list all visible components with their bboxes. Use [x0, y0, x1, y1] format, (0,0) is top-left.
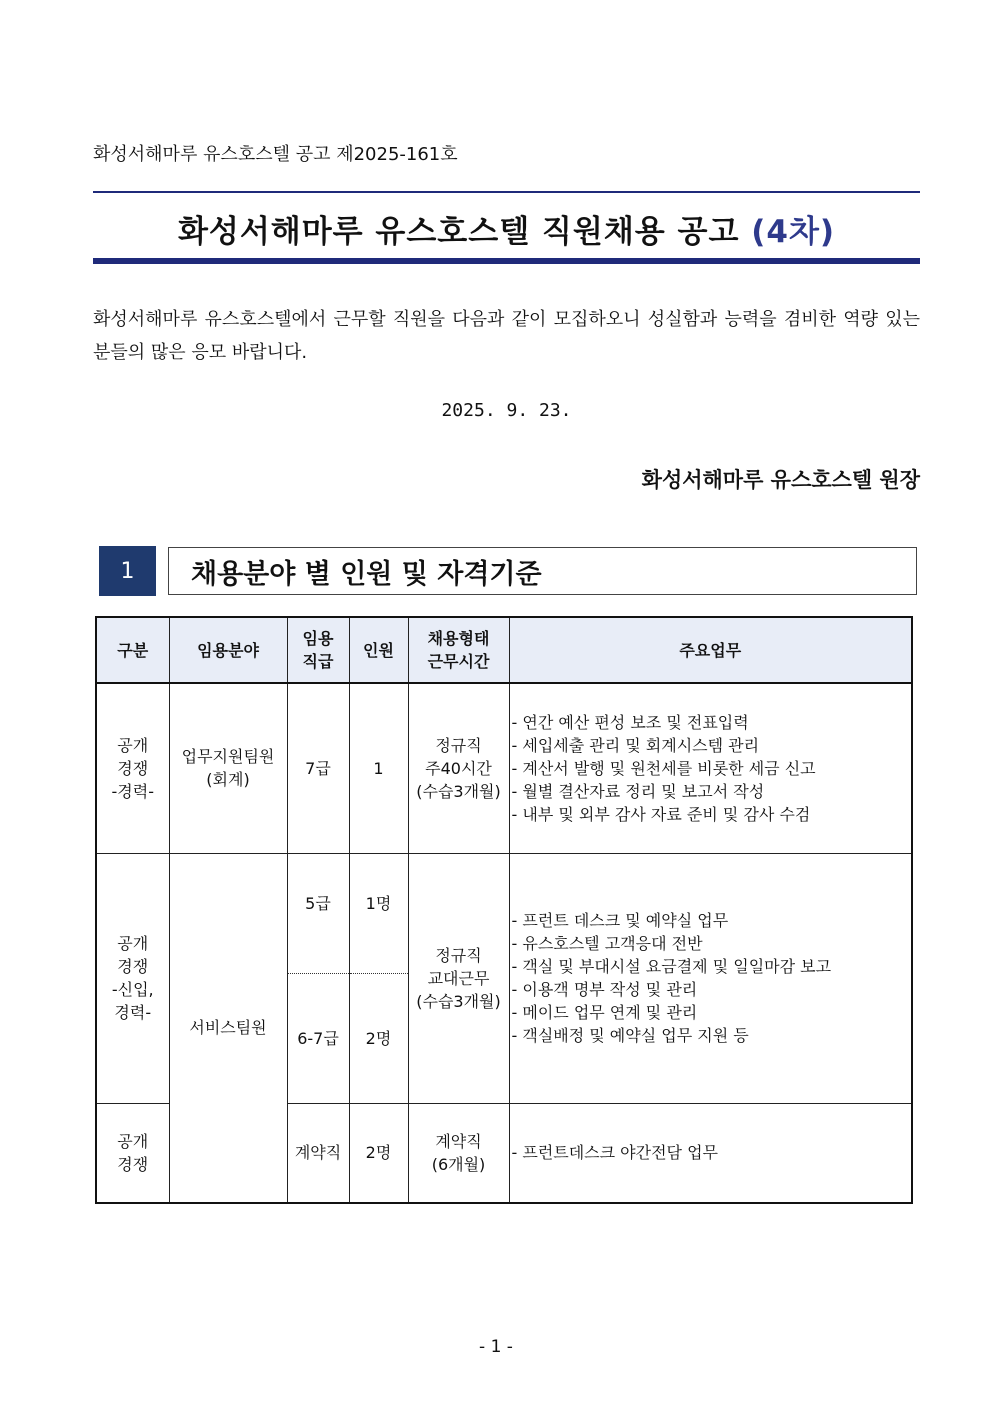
cell-type: 정규직 주40시간 (수습3개월) — [408, 683, 509, 853]
col-header-field: 임용분야 — [169, 617, 287, 683]
cell-grade: 5급 — [287, 853, 349, 973]
section-title-text: 채용분야 별 인원 및 자격기준 — [191, 558, 542, 590]
col-header-grade: 임용 직급 — [287, 617, 349, 683]
recruitment-table — [95, 616, 913, 1204]
cell-count: 2명 — [349, 1103, 408, 1203]
duty-item: - 객실배정 및 예약실 업무 지원 등 — [511, 1026, 749, 1045]
issuer: 화성서해마루 유스호스텔 원장 — [641, 468, 920, 492]
cell-count: 2명 — [349, 973, 408, 1103]
duty-item: - 세입세출 관리 및 회계시스템 관리 — [511, 735, 760, 755]
section-number: 1 — [99, 546, 156, 596]
notice-date: 2025. 9. 23. — [441, 400, 572, 421]
col-header-duties: 주요업무 — [509, 617, 912, 683]
intro-paragraph: 화성서해마루 유스호스텔에서 근무할 직원을 다음과 같이 모집하오니 성실함과 능력을 겸비한 역량 있는 분들의 많은 응모 바랍니다. — [93, 309, 920, 363]
cell-grade: 계약직 — [287, 1103, 349, 1203]
cell-grade: 6-7급 — [287, 973, 349, 1103]
cell-grade: 7급 — [287, 683, 349, 853]
table-row — [96, 853, 912, 973]
page-title — [93, 206, 920, 251]
notice-number: 화성서해마루 유스호스텔 공고 제2025-161호 — [93, 144, 458, 165]
duty-item: - 프런트데스크 야간전담 업무 — [511, 1143, 719, 1163]
duty-item: - 메이드 업무 연계 및 관리 — [511, 1003, 698, 1022]
table-row — [96, 683, 912, 853]
title-round: (4차) — [751, 214, 836, 250]
duty-item: - 내부 및 외부 감사 자료 준비 및 감사 수검 — [511, 804, 811, 824]
cell-category: 공개 경쟁 — [96, 1103, 169, 1203]
cell-field: 서비스팀원 — [169, 853, 287, 1203]
table-header-row — [96, 617, 912, 683]
duty-item: - 유스호스텔 고객응대 전반 — [511, 934, 703, 953]
title-main: 화성서해마루 유스호스텔 직원채용 공고 — [177, 214, 752, 250]
title-bottom-rule — [93, 258, 920, 264]
cell-count: 1 — [349, 683, 408, 853]
duty-item: - 이용객 명부 작성 및 관리 — [511, 980, 698, 999]
col-header-type: 채용형태 근무시간 — [408, 617, 509, 683]
cell-field: 업무지원팀원 (회계) — [169, 683, 287, 853]
duty-item: - 월별 결산자료 정리 및 보고서 작성 — [511, 781, 765, 801]
cell-category: 공개 경쟁 -신입, 경력- — [96, 853, 169, 1103]
cell-duties — [509, 683, 912, 853]
duty-item: - 객실 및 부대시설 요금결제 및 일일마감 보고 — [511, 957, 832, 976]
duty-item: - 연간 예산 편성 보조 및 전표입력 — [511, 712, 749, 732]
cell-type: 정규직 교대근무 (수습3개월) — [408, 853, 509, 1103]
col-header-count: 인원 — [349, 617, 408, 683]
title-top-rule — [93, 191, 920, 193]
cell-count: 1명 — [349, 853, 408, 973]
cell-duties — [509, 1103, 912, 1203]
section-title — [168, 547, 917, 595]
duty-item: - 계산서 발행 및 원천세를 비롯한 세금 신고 — [511, 758, 816, 778]
cell-duties — [509, 853, 912, 1103]
cell-type: 계약직 (6개월) — [408, 1103, 509, 1203]
col-header-category: 구분 — [96, 617, 169, 683]
duty-item: - 프런트 데스크 및 예약실 업무 — [511, 911, 729, 930]
cell-category: 공개 경쟁 -경력- — [96, 683, 169, 853]
page-number: - 1 - — [479, 1337, 513, 1357]
